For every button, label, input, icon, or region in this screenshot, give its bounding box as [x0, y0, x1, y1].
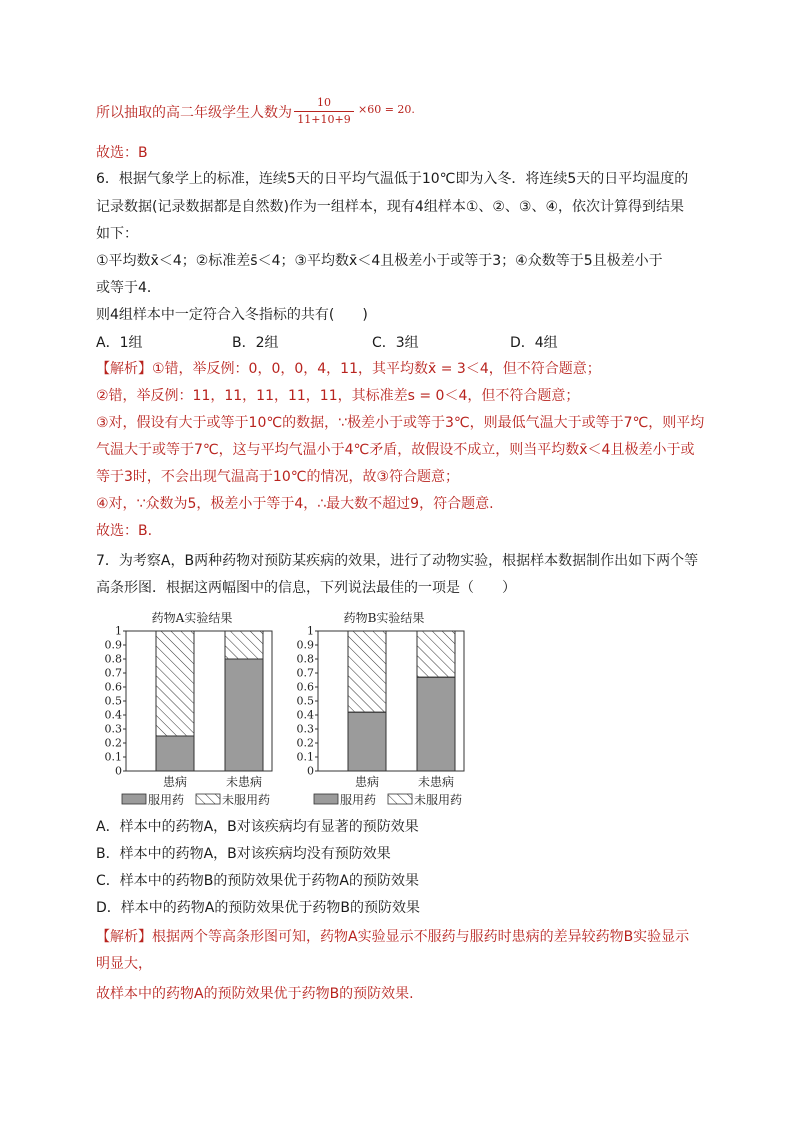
- x-tick-label: 未患病: [225, 775, 263, 789]
- q6-stem-1: 6．根据气象学上的标准，连续5天的日平均气温低于10℃即为入冬．将连续5天的日平均温度的: [96, 171, 689, 187]
- bar-untreated-sick: [156, 631, 194, 736]
- legend-label-untreated: 未服用药: [414, 793, 463, 807]
- x-tick-label: 患病: [162, 775, 188, 789]
- q6-stem-6: 则4组样本中一定符合入冬指标的共有( ): [96, 307, 368, 323]
- fraction-bar: [294, 111, 354, 112]
- q6-analysis-3: ③对，假设有大于或等于10℃的数据，∵极差小于或等于3℃，则最低气温大于或等于7℃，则平均: [96, 415, 705, 431]
- q6-option-a: A．1组: [96, 335, 143, 351]
- bar-untreated-healthy: [417, 631, 455, 677]
- q7-analysis-2: 明显大，: [96, 956, 152, 972]
- y-tick-label: 0.4: [104, 708, 122, 722]
- legend-swatch-treated: [122, 794, 146, 804]
- x-tick-label: 未患病: [417, 775, 455, 789]
- legend-label-treated: 服用药: [148, 793, 185, 807]
- legend-swatch-untreated: [196, 794, 220, 804]
- solution-text: 所以抽取的高二年级学生人数为: [96, 105, 292, 121]
- y-tick-label: 0.9: [104, 638, 122, 652]
- q6-option-d: D．4组: [510, 335, 558, 351]
- bar-untreated-healthy: [225, 631, 263, 659]
- q7-stem-2: 高条形图．根据这两幅图中的信息，下列说法最佳的一项是（ ）: [96, 580, 516, 596]
- y-tick-label: 0: [307, 764, 314, 778]
- y-tick-label: 0.3: [104, 722, 122, 736]
- y-tick-label: 1: [115, 624, 122, 638]
- y-tick-label: 0.8: [104, 652, 122, 666]
- y-tick-label: 0.1: [104, 750, 122, 764]
- q6-option-b: B．2组: [232, 335, 279, 351]
- q6-stem-5: 或等于4．: [96, 280, 161, 296]
- q6-option-c: C．3组: [372, 335, 419, 351]
- q7-analysis-3: 故样本中的药物A的预防效果优于药物B的预防效果.: [96, 986, 414, 1002]
- fraction-denominator: 11+10+9: [297, 113, 351, 126]
- q6-stem-4: ①平均数x̄＜4；②标准差s̄＜4；③平均数x̄＜4且极差小于或等于3；④众数等于5且极差小于: [96, 253, 663, 269]
- q7-option-d: D．样本中的药物A的预防效果优于药物B的预防效果: [96, 900, 420, 916]
- bar-untreated-sick: [348, 631, 386, 712]
- bar-treated-healthy: [417, 677, 455, 771]
- legend-label-untreated: 未服用药: [222, 793, 271, 807]
- bar-treated-sick: [348, 712, 386, 771]
- chart-title: 药物B实验结果: [343, 611, 425, 625]
- bar-treated-healthy: [225, 659, 263, 771]
- q6-analysis-6: ④对，∵众数为5，极差小于等于4，∴最大数不超过9，符合题意.: [96, 496, 494, 512]
- legend-swatch-untreated: [388, 794, 412, 804]
- y-tick-label: 0.6: [104, 680, 122, 694]
- q7-analysis-1: 【解析】根据两个等高条形图可知，药物A实验显示不服药与服药时患病的差异较药物B实验显示: [96, 929, 690, 945]
- chart-drug-b: [292, 610, 470, 810]
- y-tick-label: 0: [115, 764, 122, 778]
- q7-stem-1: 7．为考察A，B两种药物对预防某疾病的效果，进行了动物实验，根据样本数据制作出如下两个等: [96, 553, 699, 569]
- solution-line-fraction: [96, 104, 292, 122]
- fraction-numerator: 10: [317, 96, 331, 109]
- q7-option-c: C．样本中的药物B的预防效果优于药物A的预防效果: [96, 873, 419, 889]
- q6-analysis-4: 气温大于或等于7℃，这与平均气温小于4℃矛盾，故假设不成立，则当平均数x̄＜4且极差小于或: [96, 442, 695, 458]
- y-tick-label: 0.5: [296, 694, 314, 708]
- x-tick-label: 患病: [354, 775, 380, 789]
- y-tick-label: 0.7: [104, 666, 122, 680]
- answer-line: 故选：B: [96, 145, 148, 161]
- q6-analysis-5: 等于3时，不会出现气温高于10℃的情况，故③符合题意；: [96, 469, 459, 485]
- y-tick-label: 0.6: [296, 680, 314, 694]
- chart-drug-a: [100, 610, 278, 810]
- q6-stem-2: 记录数据(记录数据都是自然数)作为一组样本，现有4组样本①、②、③、④，依次计算得到结果: [96, 199, 685, 215]
- q7-option-b: B．样本中的药物A，B对该疾病均没有预防效果: [96, 846, 391, 862]
- y-tick-label: 1: [307, 624, 314, 638]
- y-tick-label: 0.7: [296, 666, 314, 680]
- y-tick-label: 0.1: [296, 750, 314, 764]
- y-tick-label: 0.2: [104, 736, 122, 750]
- q6-stem-3: 如下：: [96, 226, 138, 242]
- y-tick-label: 0.3: [296, 722, 314, 736]
- q6-analysis-2: ②错，举反例：11，11，11，11，11，其标准差s = 0＜4，但不符合题意；: [96, 388, 580, 404]
- legend-label-treated: 服用药: [340, 793, 377, 807]
- y-tick-label: 0.4: [296, 708, 314, 722]
- chart-title: 药物A实验结果: [151, 611, 233, 625]
- bar-treated-sick: [156, 736, 194, 771]
- y-tick-label: 0.5: [104, 694, 122, 708]
- q6-analysis-1: 【解析】①错，举反例：0，0，0，4，11，其平均数x̄ = 3＜4，但不符合题意；: [96, 361, 601, 377]
- fraction-result: ×60 = 20.: [358, 103, 415, 116]
- q7-option-a: A．样本中的药物A，B对该疾病均有显著的预防效果: [96, 819, 419, 835]
- y-tick-label: 0.8: [296, 652, 314, 666]
- q6-answer: 故选：B.: [96, 523, 153, 539]
- y-tick-label: 0.2: [296, 736, 314, 750]
- y-tick-label: 0.9: [296, 638, 314, 652]
- legend-swatch-treated: [314, 794, 338, 804]
